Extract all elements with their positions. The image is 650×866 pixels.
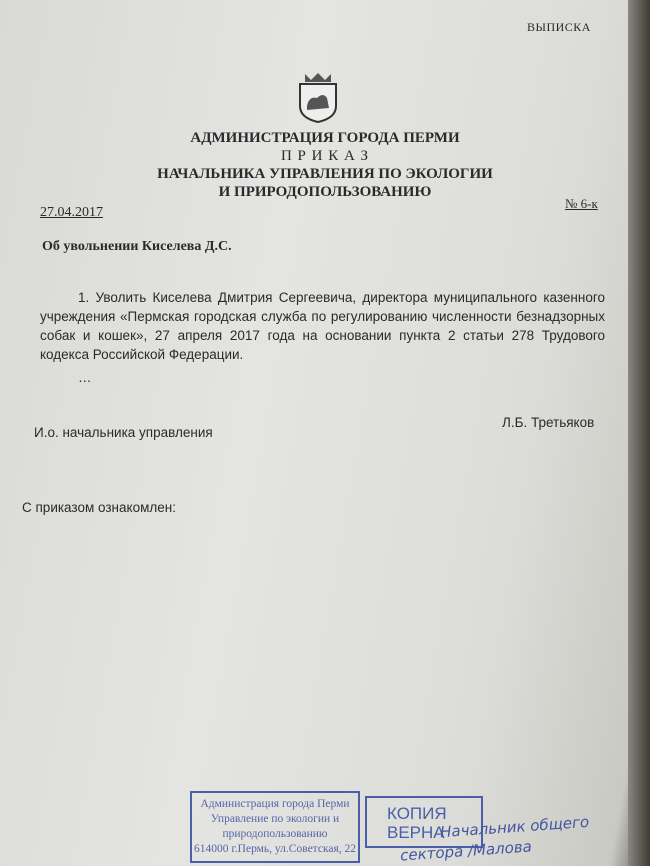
stamp-line: Управление по экологии и bbox=[210, 813, 340, 825]
coat-of-arms-emblem bbox=[297, 72, 339, 124]
ellipsis: … bbox=[78, 370, 92, 385]
handwritten-note-1: Начальник общего bbox=[439, 812, 590, 842]
acknowledgement-label: С приказом ознакомлен: bbox=[22, 500, 176, 515]
header-label: ВЫПИСКА bbox=[527, 20, 591, 34]
issuer-line-2: И ПРИРОДОПОЛЬЗОВАНИЮ bbox=[218, 184, 432, 200]
stamp-line: КОПИЯ bbox=[387, 804, 447, 823]
issuer-line-1: НАЧАЛЬНИКА УПРАВЛЕНИЯ ПО ЭКОЛОГИИ bbox=[157, 166, 493, 182]
order-number: № 6-к bbox=[565, 196, 598, 211]
stamp-line: Администрация города Перми bbox=[200, 798, 350, 810]
order-paragraph: 1. Уволить Киселева Дмитрия Сергеевича, директора муниципального казенного учреждения «Пермская городская служба по регулированию численности безнадзорных собак и кошек», 27 апреля 2017 года на основании пункта 2 статьи 278 Трудового кодекса Российской Федерации. bbox=[40, 290, 605, 362]
doc-type: П Р И К А З bbox=[280, 148, 370, 164]
stamp-line: ВЕРНА bbox=[387, 823, 445, 842]
signer-title: И.о. начальника управления bbox=[34, 425, 213, 440]
stamp-line: природопользованию bbox=[222, 828, 328, 840]
order-date: 27.04.2017 bbox=[40, 205, 103, 220]
org-name: АДМИНИСТРАЦИЯ ГОРОДА ПЕРМИ bbox=[190, 130, 460, 146]
stamp-line: 614000 г.Пермь, ул.Советская, 22 bbox=[194, 843, 356, 855]
signer-name: Л.Б. Третьяков bbox=[502, 415, 595, 430]
office-stamp bbox=[190, 791, 360, 863]
order-subject: Об увольнении Киселева Д.С. bbox=[42, 239, 232, 254]
handwritten-note-2: сектора /Малова bbox=[399, 837, 533, 865]
